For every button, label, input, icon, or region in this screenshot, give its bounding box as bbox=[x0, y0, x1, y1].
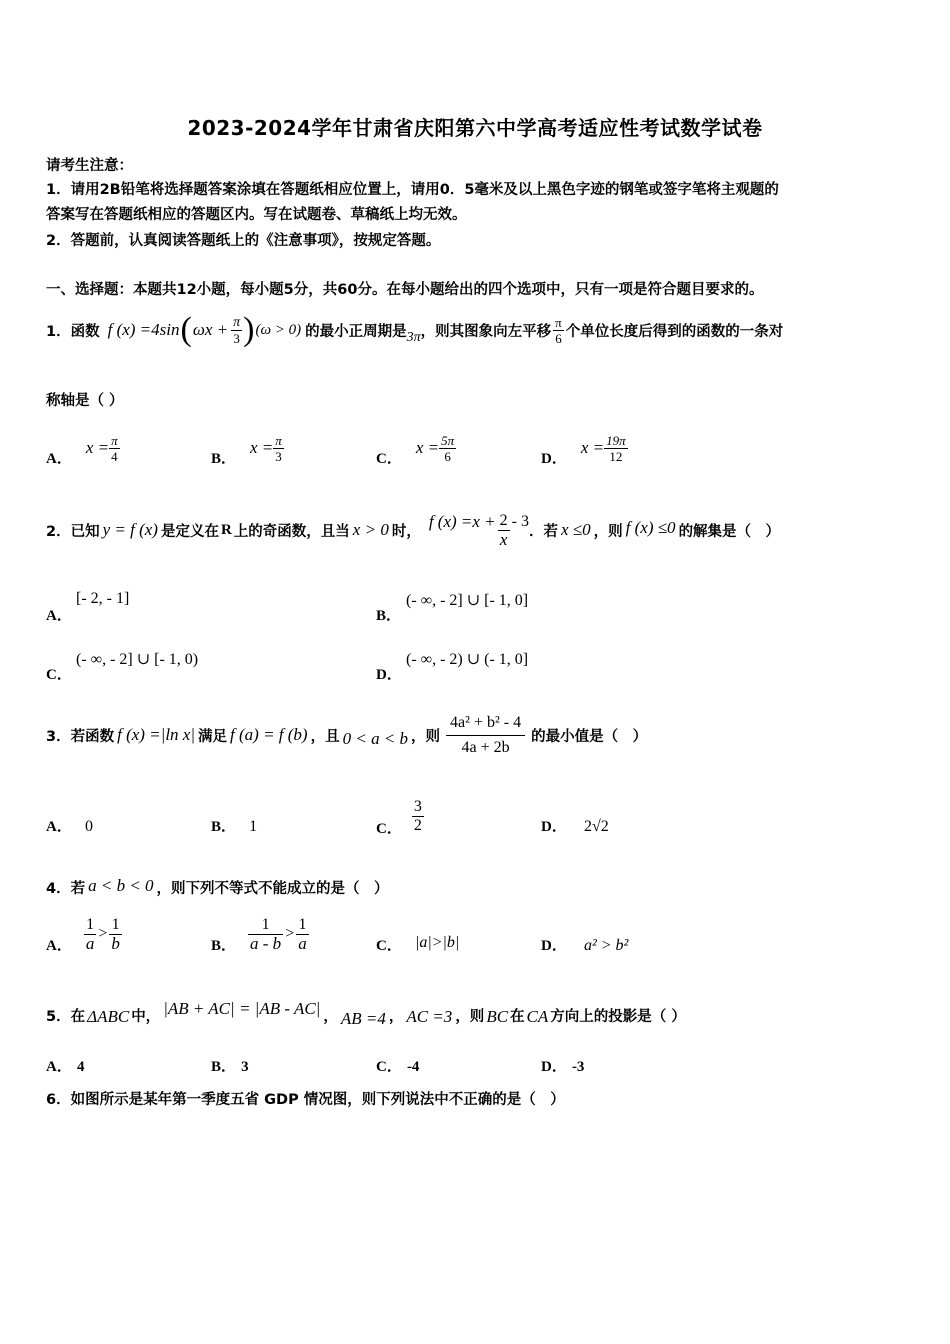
q5-option-a[interactable]: A． 4 bbox=[46, 1059, 85, 1075]
q2-number: 2．已知 bbox=[46, 523, 100, 540]
notice-heading: 请考生注意： bbox=[46, 158, 133, 174]
q3-number: 3．若函数 bbox=[46, 728, 115, 745]
q3-option-a[interactable]: A． 0 bbox=[46, 818, 93, 835]
q1-period: 3π bbox=[406, 330, 421, 345]
q1-fraction: $\frac{\pi}{3}$ bbox=[233, 314, 241, 346]
q5-option-d[interactable]: D． -3 bbox=[541, 1059, 585, 1075]
q4-number: 4．若 bbox=[46, 881, 86, 897]
q3-fraction: $\frac{\text{4a² + b² - 4}}{4a + 2b}$ bbox=[446, 714, 525, 757]
q4-option-b[interactable]: B． $\frac{1}{a - b}$ > $\frac{1}{a}$ bbox=[211, 915, 307, 954]
q4-option-a[interactable]: A． $\frac{1}{a}$ > $\frac{1}{b}$ bbox=[46, 915, 120, 954]
q2-option-a[interactable]: A． [- 2, - 1] bbox=[46, 590, 130, 624]
q1-shift-fraction: $\frac{\pi}{6}$ bbox=[555, 314, 562, 346]
q1-text-2: ，则其图象向左平移 bbox=[420, 323, 552, 340]
question-4: 4．若 a < b < 0 ，则下列不等式不能成立的是（ ） bbox=[46, 875, 389, 897]
q3-option-c[interactable]: C． $\frac{3}{2}$ bbox=[376, 797, 422, 837]
q1-text-3: 个单位长度后得到的函数的一条对 bbox=[565, 323, 784, 340]
question-1: 1．函数 f (x) =4sin ( ωx + $\frac{\pi}{3}$ ) (ω > 0) 的最小正周期是 3π ，则其图象向左平移 $\frac{\pi}{6}$ 个单位长度后得到的函数的一条对 bbox=[46, 311, 784, 348]
q5-option-b[interactable]: B． 3 bbox=[211, 1059, 249, 1075]
notice-item-1-line-1: 1．请用2B铅笔将选择题答案涂填在答题纸相应位置上，请用0．5毫米及以上黑色字迹的钢笔或签字笔将主观题的 bbox=[46, 182, 779, 198]
q4-option-d[interactable]: D． a² > b² bbox=[541, 937, 629, 954]
q2-option-d[interactable]: D． (- ∞, - 2) ∪ (- 1, 0] bbox=[376, 651, 529, 683]
question-6: 6．如图所示是某年第一季度五省 GDP 情况图，则下列说法中不正确的是（ ） bbox=[46, 1092, 565, 1108]
q2-option-c[interactable]: C． (- ∞, - 2] ∪ [- 1, 0) bbox=[46, 651, 199, 683]
q2-option-b[interactable]: B． (- ∞, - 2] ∪ [- 1, 0] bbox=[376, 592, 529, 624]
q5-option-c[interactable]: C． -4 bbox=[376, 1059, 420, 1075]
page-title: 2023-2024学年甘肃省庆阳第六中学高考适应性考试数学试卷 bbox=[187, 116, 763, 140]
q4-option-c[interactable]: C． |a|>|b| bbox=[376, 934, 460, 954]
notice-item-1-line-2: 答案写在答题纸相应的答题区内。写在试题卷、草稿纸上均无效。 bbox=[46, 207, 467, 223]
q1-function: f (x) =4sin bbox=[107, 320, 180, 339]
q1-number: 1．函数 bbox=[46, 323, 100, 340]
q3-option-b[interactable]: B． 1 bbox=[211, 818, 258, 835]
q1-option-c[interactable]: C． x = $\frac{5\pi}{6}$ bbox=[376, 432, 455, 467]
q1-inner: ωx + bbox=[192, 320, 229, 339]
question-2: 2．已知 y = f (x) 是定义在 R 上的奇函数，且当 x > 0 时， f (x) =x + $\frac{2}{x}$ - 3 ．若 x ≤0 ，则 f (x) ≤0 的解集是（ ） bbox=[46, 511, 781, 549]
q3-option-d[interactable]: D． 2√2 bbox=[541, 818, 609, 835]
section-1-header: 一、选择题：本题共12小题，每小题5分，共60分。在每小题给出的四个选项中，只有一项是符合题目要求的。 bbox=[46, 282, 764, 298]
q1-text-1: 的最小正周期是 bbox=[305, 323, 407, 340]
q1-option-b[interactable]: B． x = $\frac{\pi}{3}$ bbox=[211, 432, 282, 467]
q1-condition: (ω > 0) bbox=[255, 321, 302, 338]
q1-option-a[interactable]: A． x = $\frac{\pi}{4}$ bbox=[46, 432, 118, 467]
question-3: 3．若函数 f (x) =|ln x| 满足 f (a) = f (b) ，且 0 < a < b ，则 $\frac{\text{4a² + b² - 4}}{4a + 2b}$ 的最小值是（ ） bbox=[46, 713, 648, 756]
q1-line-2: 称轴是（ ） bbox=[46, 393, 124, 409]
notice-item-2: 2．答题前，认真阅读答题纸上的《注意事项》，按规定答题。 bbox=[46, 233, 441, 249]
question-5: 5．在 ΔABC 中， |AB + AC| = |AB - AC| ， AB =4 ， AC =3 ，则 BC 在 CA 方向上的投影是（ ） bbox=[46, 999, 686, 1028]
q5-number: 5．在 bbox=[46, 1008, 86, 1025]
q1-option-d[interactable]: D． x = $\frac{19\pi}{12}$ bbox=[541, 432, 626, 467]
